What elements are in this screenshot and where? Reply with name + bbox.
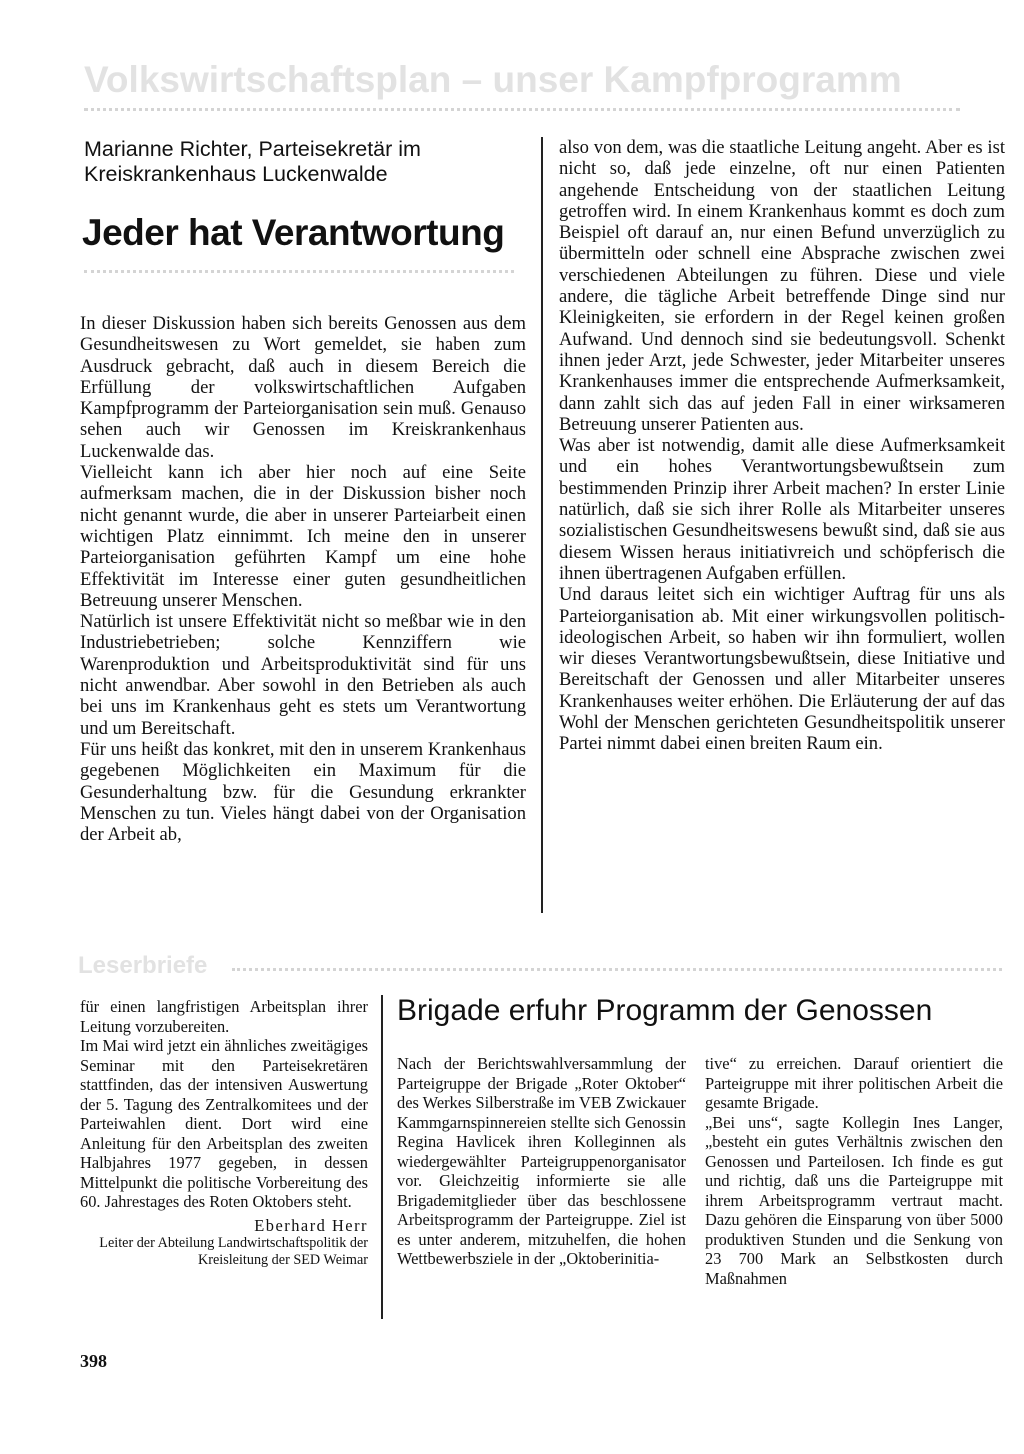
paragraph: In dieser Diskussion haben sich bereits Genossen aus dem Gesundheitswesen zu Wort gemeldet, sie haben zum Ausdruck gebracht, daß auch in diesem Bereich die Erfüllung der volkswirtschaftlichen Aufgaben Kampfprogramm der Parteiorganisation sein muß. Genauso sehen auch wir Genossen im Kreiskrankenhaus Luckenwalde das. bbox=[80, 313, 526, 462]
letter-column bbox=[80, 997, 368, 1268]
paragraph: Was aber ist notwendig, damit alle diese Aufmerksamkeit und ein hohes Verantwortungsbewußtsein zum bestimmenden Prinzip ihrer Arbeit machen? In erster Linie natürlich, daß sie sich ihrer Rolle als Mitarbeiter unseres sozialistischen Gesundheitswesens bewußt sind, daß sie aus diesem Wissen heraus initiativreich und schöpferisch die ihnen übertragenen Aufgaben erfüllen. bbox=[559, 435, 1005, 584]
article-title: Brigade erfuhr Programm der Genossen bbox=[397, 994, 933, 1027]
paragraph: also von dem, was die staatliche Leitung angeht. Aber es ist nicht so, daß jede einzelne, oft nur einen Patienten angehende Entscheidung von der staatlichen Leitung getroffen wird. In einem Krankenhaus kommt es doch zum Beispiel oft darauf an, nur einen Befund unverzüglich zu übermitteln oder schnell eine Absprache zwischen zwei verschiedenen Abteilungen zu führen. Diese und viele andere, die tägliche Arbeit betreffende Dinge sind nur Kleinigkeiten, sie erfordern in der Regel keinen großen Aufwand. Und dennoch sind sie bedeutungsvoll. Schenkt ihnen jeder Arzt, jede Schwester, jeder Mitarbeiter unseres Krankenhauses immer die entsprechende Aufmerksamkeit, dann zahlt sich das auf jeden Fall in einer wirksameren Betreuung unserer Patienten aus. bbox=[559, 137, 1005, 435]
paragraph: Für uns heißt das konkret, mit den in unserem Krankenhaus gegebenen Möglichkeiten ein Maximum für die Gesunderhaltung bzw. für die Gesundung erkrankter Menschen zu tun. Vieles hängt dabei von der Organisation der Arbeit ab, bbox=[80, 738, 526, 846]
article-column-2 bbox=[559, 137, 1005, 755]
article-column-1 bbox=[397, 1054, 686, 1269]
article-column-1 bbox=[80, 313, 526, 845]
paragraph: Natürlich ist unsere Effektivität nicht so meßbar wie in den Industriebetrieben; solche Kennziffern wie Warenproduktion und Arbeitsproduktivität sind für uns nicht anwendbar. Aber sowohl in den Betrieben als auch bei uns im Krankenhaus geht es stets um Verantwortung und um Bereitschaft. bbox=[80, 611, 526, 739]
section-title: Volkswirtschaftsplan – unser Kampfprogramm bbox=[84, 59, 902, 100]
section-label: Leserbriefe bbox=[78, 952, 208, 979]
article-author: Marianne Richter, Parteisekretär im Kreiskrankenhaus Luckenwalde bbox=[84, 137, 421, 186]
header-rule bbox=[84, 108, 960, 111]
signature-name: Eberhard Herr bbox=[254, 1215, 368, 1235]
column-divider bbox=[381, 995, 383, 1319]
signature-role: Leiter der Abteilung Landwirtschaftspolitik der Kreisleitung der SED Weimar bbox=[99, 1235, 368, 1268]
article-title: Jeder hat Verantwortung bbox=[82, 212, 505, 253]
paragraph: Und daraus leitet sich ein wichtiger Auftrag für uns als Parteiorganisation ab. Mit einer wirkungsvollen politisch-ideologischen Arbeit, so haben wir ihn formuliert, wollen wir dieses Verantwortungsbewußtsein, diese Initiative und Bereitschaft der Genossen und aller Mitarbeiter unseres Krankenhauses weiter erhöhen. Die Erläuterung der auf das Wohl der Menschen gerichteten Gesundheitspolitik unserer Partei nimmt dabei einen breiten Raum ein. bbox=[559, 584, 1005, 755]
paragraph: Im Mai wird jetzt ein ähnliches zweitägiges Seminar mit den Parteisekretären stattfinden, das der intensiven Auswertung der 5. Tagung des Zentralkomitees und der Parteiwahlen dient. Dort wird eine Anleitung für den Arbeitsplan des zweiten Halbjahres 1977 gegeben, in dessen Mittelpunkt die politische Vorbereitung des 60. Jahrestages des Roten Oktobers steht. bbox=[80, 1036, 368, 1211]
column-divider bbox=[541, 137, 543, 913]
paragraph: „Bei uns“, sagte Kollegin Ines Langer, „besteht ein gutes Verhältnis zwischen den Genossen und Parteilosen. Ich finde es gut und richtig, daß uns die Parteigruppe mit ihrem Arbeitsprogramm vertraut macht. Dazu gehören die Einsparung von über 5000 produktiven Stunden und die Senkung von 23 700 Mark an Selbstkosten durch Maßnahmen bbox=[705, 1112, 1003, 1288]
paragraph: Vielleicht kann ich aber hier noch auf eine Seite aufmerksam machen, die in der Diskussion bisher noch nicht genannt wurde, die aber in unserer Parteiarbeit einen wichtigen Platz einnimmt. Ich meine den in unserer Parteiorganisation geführten Kampf um eine hohe Effektivität im Interesse einer guten gesundheitlichen Betreuung unserer Menschen. bbox=[80, 462, 526, 611]
title-rule bbox=[84, 270, 514, 273]
paragraph: für einen langfristigen Arbeitsplan ihrer Leitung vorzubereiten. bbox=[80, 997, 368, 1036]
page-number: 398 bbox=[80, 1351, 107, 1371]
paragraph: Nach der Berichtswahlversammlung der Parteigruppe der Brigade „Roter Oktober“ des Werkes Silberstraße im VEB Zwickauer Kammgarnspinnereien stellte sich Genossin Regina Havlicek ihren Kolleginnen als wiedergewählter Parteigruppenorganisator vor. Gleichzeitig informierte sie alle Brigademitglieder über das beschlossene Arbeitsprogramm der Parteigruppe. Ziel ist es unter anderem, mitzuhelfen, die hohen Wettbewerbsziele in der „Oktoberinitia- bbox=[397, 1054, 686, 1268]
article-column-2 bbox=[705, 1054, 1003, 1288]
section-rule bbox=[232, 968, 1002, 971]
paragraph: tive“ zu erreichen. Darauf orientiert die Parteigruppe mit ihrer politischen Arbeit die gesamte Brigade. bbox=[705, 1054, 1003, 1112]
